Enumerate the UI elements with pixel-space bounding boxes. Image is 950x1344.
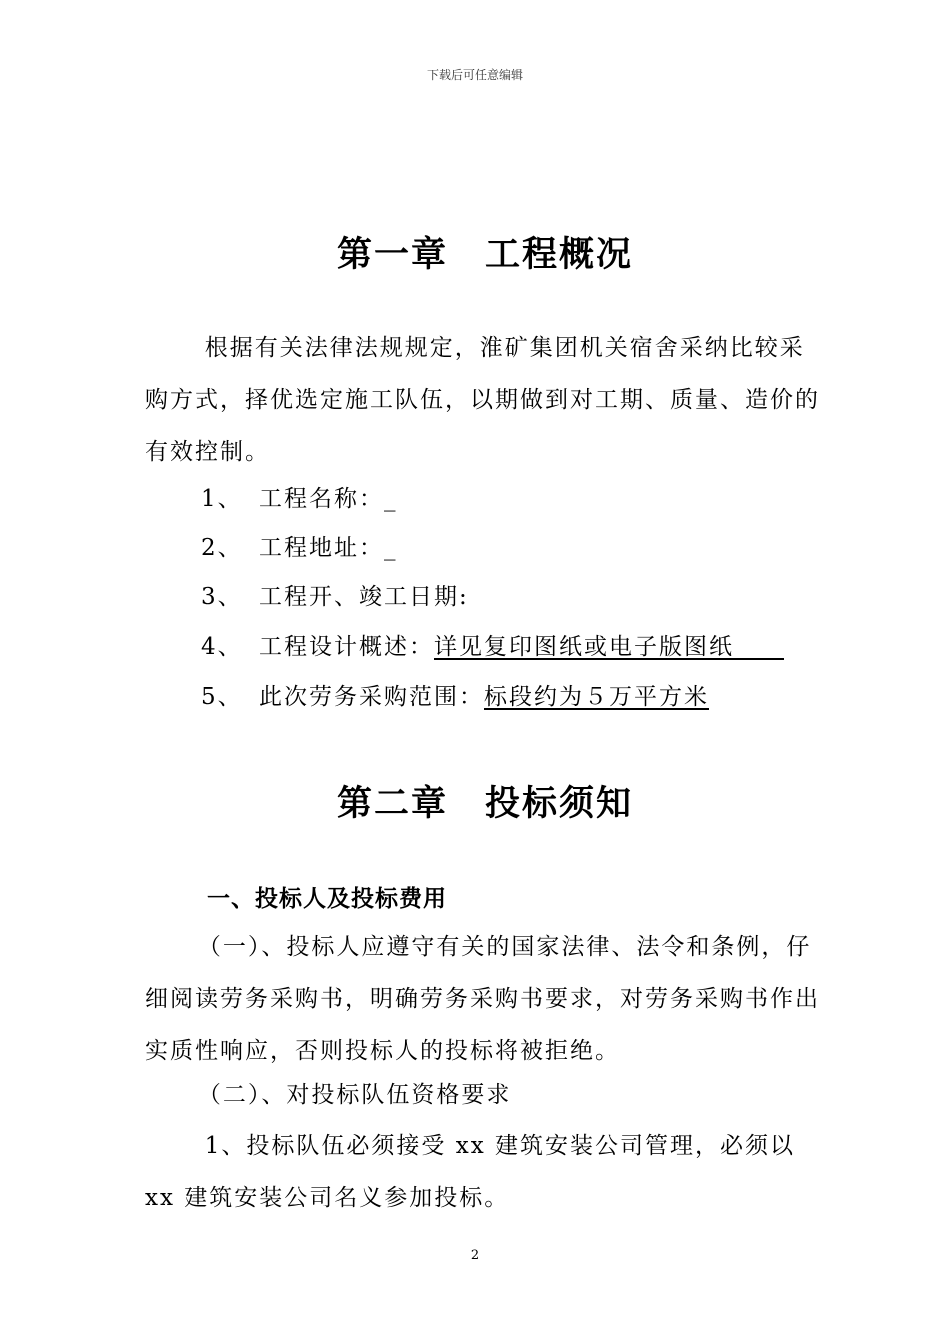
chapter1-intro: 根据有关法律法规规定，淮矿集团机关宿舍采纳比较采购方式，择优选定施工队伍，以期做到对工期、质量、造价的有效控制。 [145,335,820,465]
chapter2-title: 第二章 投标须知 [336,784,633,824]
chapter2-para2: （二）、对投标队伍资格要求 [197,1082,512,1108]
item-label: 工程地址： [259,535,384,561]
section1-heading: 一、投标人及投标费用 [207,886,447,912]
chapter1-item-5 [201,680,881,714]
item-value: _ [384,486,398,512]
chapter1-item-3 [201,580,881,614]
chapter1-item-2 [201,531,881,565]
item-number: 1、 [201,486,243,512]
item-number: 2、 [201,535,243,561]
chapter2-para1: （一）、投标人应遵守有关的国家法律、法令和条例，仔细阅读劳务采购书，明确劳务采购书要求，对劳务采购书作出实质性响应，否则投标人的投标将被拒绝。 [145,934,820,1064]
item-value: 详见复印图纸或电子版图纸 [434,634,784,660]
item-label: 工程开、竣工日期: [259,584,469,610]
item-number: 3、 [201,584,243,610]
chapter1-item-4 [201,630,881,664]
item-label: 工程名称： [259,486,384,512]
chapter2-para3: 1、投标队伍必须接受 xx 建筑安装公司管理，必须以 xx 建筑安装公司名义参加投标。 [145,1133,795,1211]
header-note: 下载后可任意编辑 [426,68,523,82]
chapter1-title: 第一章 工程概况 [336,235,633,275]
item-value: 标段约为５万平方米 [484,684,709,710]
item-value: _ [384,535,398,561]
item-label: 此次劳务采购范围： [259,684,484,710]
item-number: 5、 [201,684,243,710]
item-number: 4、 [201,634,243,660]
chapter1-item-1 [201,482,881,516]
page-number: 2 [470,1248,480,1263]
item-label: 工程设计概述： [259,634,434,660]
